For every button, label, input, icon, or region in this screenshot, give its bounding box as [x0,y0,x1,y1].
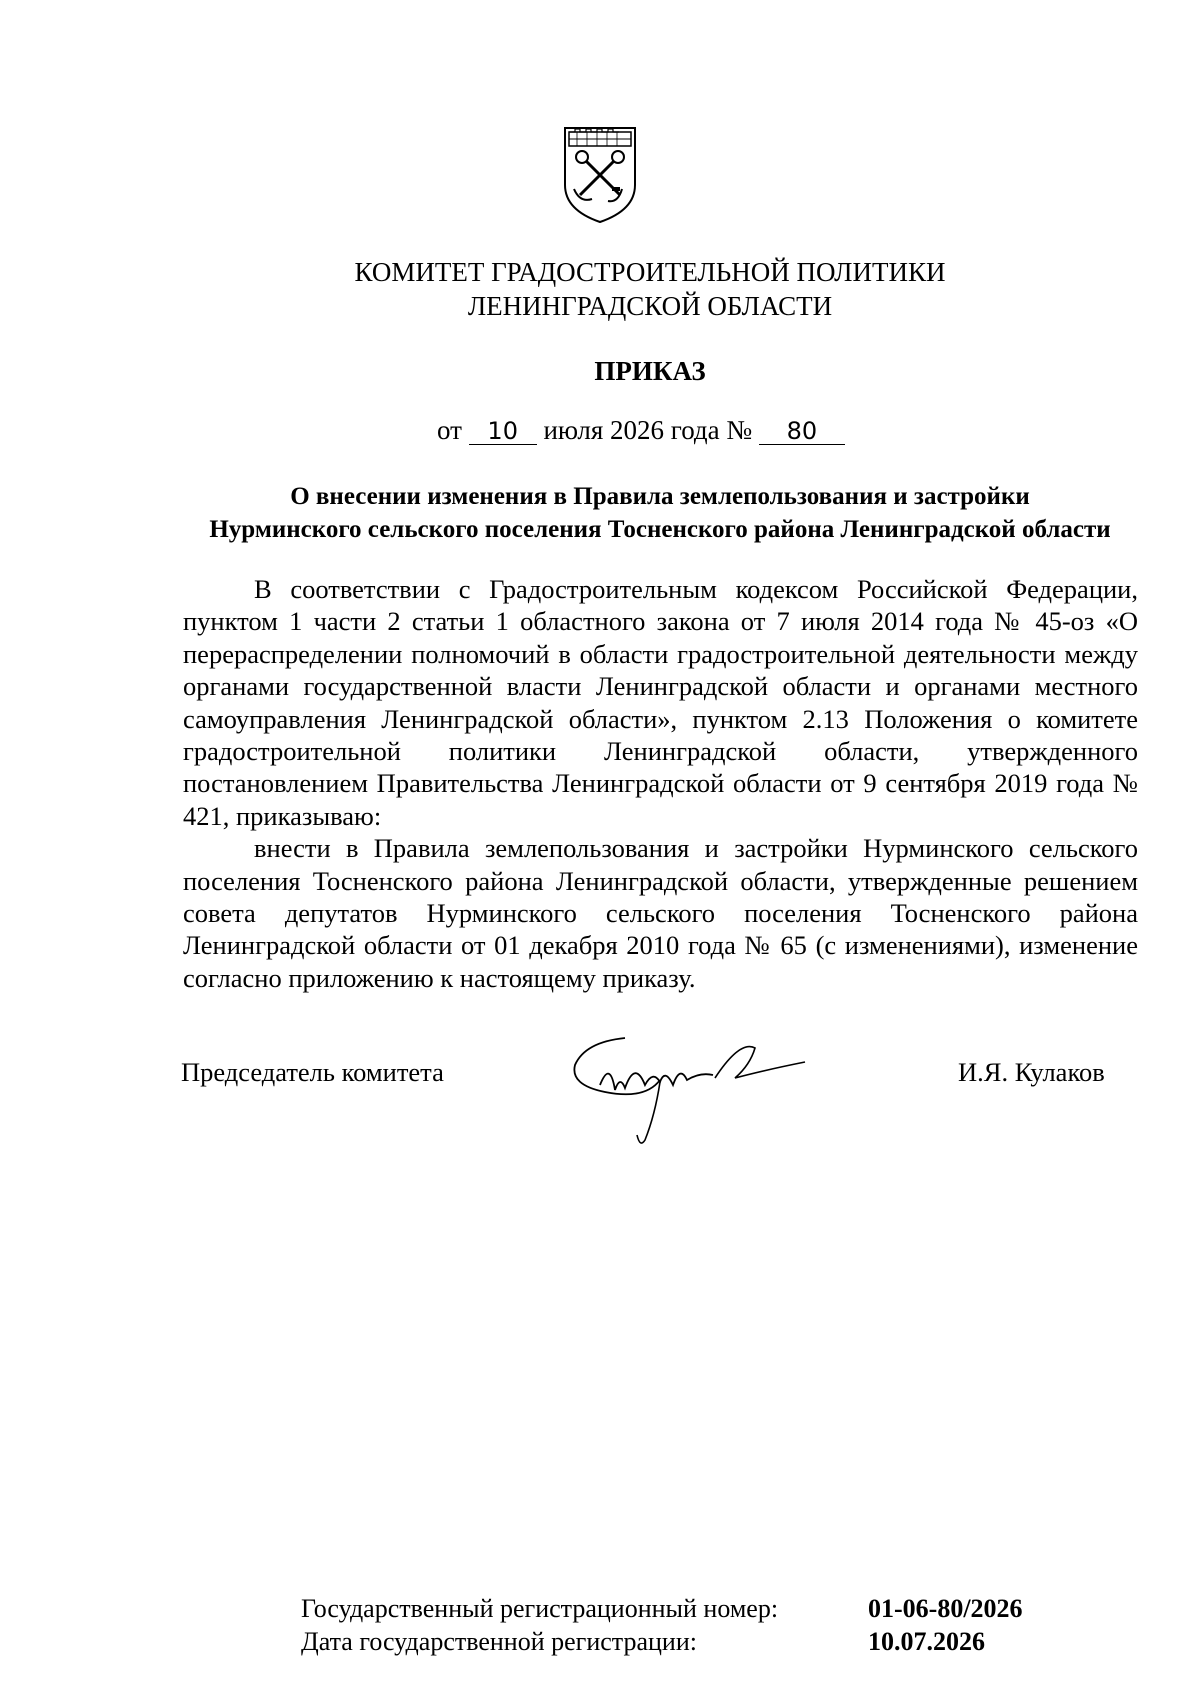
document-title [180,480,1140,546]
body-paragraph-2: внести в Правила землепользования и застройки Нурминского сельского поселения Тосненского района Ленинградской области, утвержденные решением совета депутатов Нурминского сельского поселения Тосненского района Ленинградской области от 01 декабря 2010 года № 65 (с изменениями), изменение согласно приложению к настоящему приказу. [183,833,1138,993]
committee-name-line2: ЛЕНИНГРАДСКОЙ ОБЛАСТИ [467,291,833,321]
handwritten-signature [565,1030,840,1150]
registration-number-value: 01-06-80/2026 [868,1594,1023,1623]
registration-date-label: Дата государственной регистрации: [301,1627,697,1656]
document-title-line2: Нурминского сельского поселения Тосненского района Ленинградской области [209,516,1111,543]
signer-name: И.Я. Кулаков [958,1057,1105,1087]
date-prefix: от [437,415,462,445]
body-paragraph-1: В соответствии с Градостроительным кодексом Российской Федерации, пунктом 1 части 2 статьи 1 областного закона от 7 июля 2014 года № 45-оз «О перераспределении полномочий в области градостроительной деятельности между органами государственной власти Ленинградской области и органами местного самоуправления Ленинградской области», пунктом 2.13 Положения о комитете градостроительной политики Ленинградской области, утвержденного постановлением Правительства Ленинградской области от 9 сентября 2019 года № 421, приказываю: [183,574,1138,831]
registration-date-value: 10.07.2026 [868,1627,985,1656]
registration-number-label: Государственный регистрационный номер: [301,1594,779,1623]
coat-of-arms-icon [562,125,638,225]
document-dateline [437,415,845,446]
order-number-field: 80 [759,418,845,445]
document-type-heading: ПРИКАЗ [594,356,706,386]
committee-name-line1: КОМИТЕТ ГРАДОСТРОИТЕЛЬНОЙ ПОЛИТИКИ [354,257,946,287]
document-title-line1: О внесении изменения в Правила землепользования и застройки [290,483,1030,510]
signer-title: Председатель комитета [181,1057,444,1087]
date-month-year: июля 2026 года № [543,415,753,445]
date-day-field: 10 [469,418,537,445]
document-body [183,573,1138,994]
